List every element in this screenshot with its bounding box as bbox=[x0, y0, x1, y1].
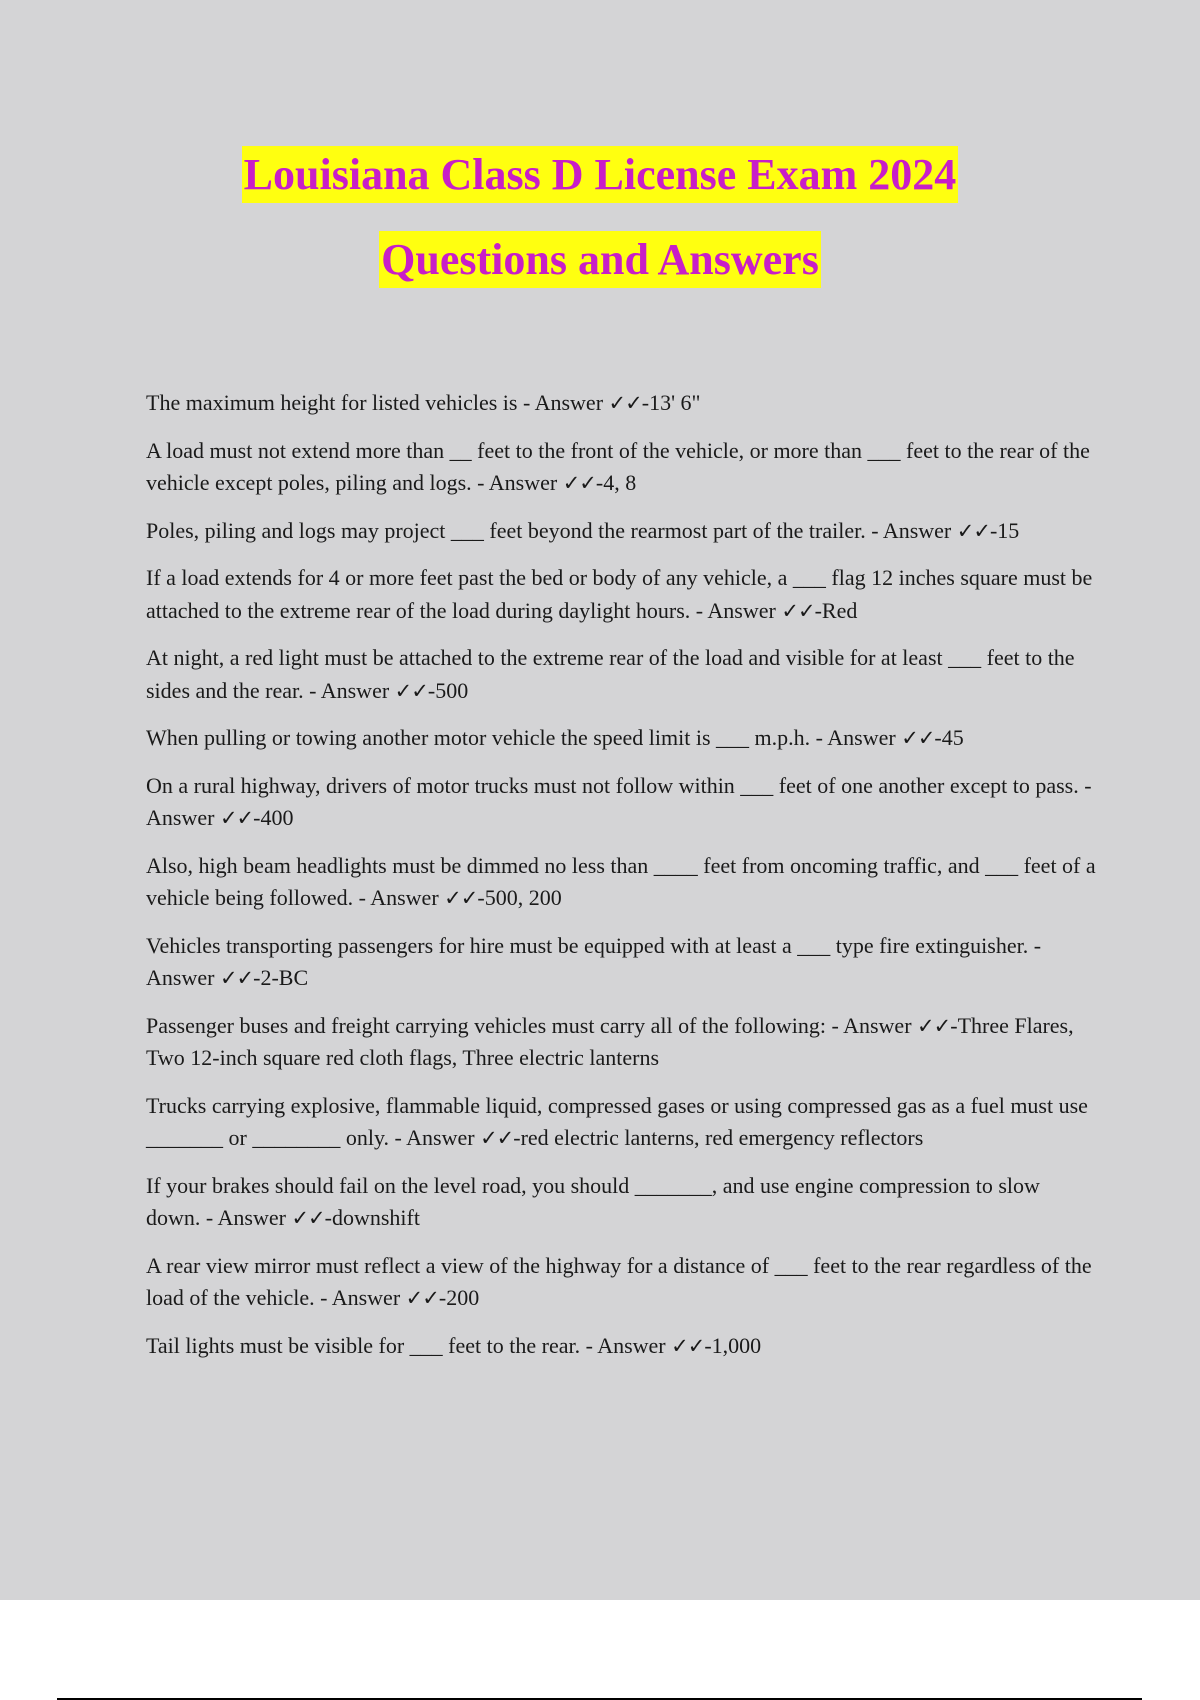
question-text: When pulling or towing another motor vehicle the speed limit is ___ m.p.h. - bbox=[146, 725, 828, 750]
double-check-icon: ✓✓ bbox=[394, 678, 428, 703]
question-text: On a rural highway, drivers of motor trucks must not follow within ___ feet of one another except to pass. - bbox=[146, 772, 1092, 798]
answer-label: Answer ✓✓- bbox=[597, 1332, 712, 1358]
question-text: A rear view mirror must reflect a view of the highway for a distance of ___ feet to the rear regardless of the load of the vehicle. - bbox=[146, 1252, 1092, 1310]
answer-text: 500, 200 bbox=[484, 885, 562, 910]
answer-label: Answer ✓✓- bbox=[146, 805, 261, 830]
answer-text: downshift bbox=[331, 1205, 420, 1230]
qa-item bbox=[146, 435, 1096, 500]
double-check-icon: ✓✓ bbox=[219, 806, 254, 830]
qa-item bbox=[146, 642, 1096, 707]
question-text: Poles, piling and logs may project ___ feet beyond the rearmost part of the trailer. - bbox=[146, 517, 883, 543]
qa-item bbox=[146, 1250, 1096, 1315]
answer-text: 500 bbox=[435, 677, 469, 703]
double-check-icon: ✓✓ bbox=[608, 391, 642, 415]
answer-text: red electric lanterns, red emergency reflectors bbox=[520, 1125, 924, 1150]
double-check-icon: ✓✓ bbox=[917, 1013, 951, 1038]
double-check-icon: ✓✓ bbox=[671, 1333, 705, 1358]
answer-label: Answer ✓✓- bbox=[320, 677, 436, 703]
double-check-icon: ✓✓ bbox=[219, 966, 254, 990]
answer-label: Answer ✓✓- bbox=[217, 1205, 332, 1230]
answer-label: Answer ✓✓- bbox=[406, 1125, 521, 1150]
question-text: If your brakes should fail on the level road, you should _______, and use engine compression to slow down. - bbox=[146, 1172, 1040, 1230]
double-check-icon: ✓✓ bbox=[405, 1286, 439, 1310]
answer-label: Answer ✓✓- bbox=[488, 470, 604, 495]
title-block bbox=[0, 146, 1200, 288]
double-check-icon: ✓✓ bbox=[291, 1206, 325, 1230]
qa-item bbox=[146, 850, 1096, 915]
question-answer-list bbox=[146, 387, 1096, 1377]
answer-text: 13' 6" bbox=[649, 390, 701, 415]
answer-label: Answer ✓✓- bbox=[827, 725, 942, 750]
qa-item bbox=[146, 722, 1096, 755]
answer-label: Answer ✓✓- bbox=[146, 965, 261, 990]
answer-text: 45 bbox=[941, 725, 964, 750]
answer-text: 1,000 bbox=[711, 1332, 762, 1358]
qa-item bbox=[146, 1010, 1096, 1075]
qa-item bbox=[146, 562, 1096, 627]
qa-item bbox=[146, 1090, 1096, 1155]
answer-text: 400 bbox=[260, 805, 294, 830]
double-check-icon: ✓✓ bbox=[480, 1126, 514, 1150]
answer-label: Answer ✓✓- bbox=[843, 1012, 958, 1038]
answer-text: 4, 8 bbox=[603, 470, 637, 495]
qa-item bbox=[146, 515, 1096, 548]
double-check-icon: ✓✓ bbox=[901, 726, 935, 750]
answer-text: Red bbox=[821, 597, 858, 623]
double-check-icon: ✓✓ bbox=[956, 518, 990, 543]
qa-item bbox=[146, 930, 1096, 995]
double-check-icon: ✓✓ bbox=[562, 471, 596, 495]
answer-label: Answer ✓✓- bbox=[707, 597, 822, 623]
answer-text: 2-BC bbox=[260, 965, 309, 990]
answer-label: Answer ✓✓- bbox=[370, 885, 485, 910]
answer-text: Three Flares, Two 12-inch square red cloth flags, Three electric lanterns bbox=[146, 1012, 1074, 1070]
document-title-line-2: Questions and Answers bbox=[379, 231, 821, 288]
qa-item bbox=[146, 770, 1096, 835]
question-text: Passenger buses and freight carrying vehicles must carry all of the following: - bbox=[146, 1012, 844, 1038]
question-text: Also, high beam headlights must be dimmed no less than ____ feet from oncoming traffic, and ___ feet of a vehicle being followed. - bbox=[146, 852, 1096, 910]
question-text: The maximum height for listed vehicles is - bbox=[146, 390, 535, 415]
answer-text: 15 bbox=[997, 517, 1020, 543]
answer-label: Answer ✓✓- bbox=[882, 517, 998, 543]
question-text: Tail lights must be visible for ___ feet to the rear. - bbox=[146, 1332, 598, 1358]
question-text: If a load extends for 4 or more feet past the bed or body of any vehicle, a ___ flag 12 inches square must be attached to the extreme rear of the load during daylight hours. - bbox=[146, 565, 1093, 623]
qa-item bbox=[146, 387, 1096, 420]
double-check-icon: ✓✓ bbox=[781, 598, 815, 623]
question-text: Trucks carrying explosive, flammable liquid, compressed gases or using compressed gas as a fuel must use _______ or ________ only. - bbox=[146, 1092, 1088, 1150]
question-text: A load must not extend more than __ feet to the front of the vehicle, or more than ___ feet to the rear of the vehicle except poles, piling and logs. - bbox=[146, 437, 1090, 495]
document-title-line-1: Louisiana Class D License Exam 2024 bbox=[242, 146, 959, 203]
question-text: Vehicles transporting passengers for hire must be equipped with at least a ___ type fire extinguisher. - bbox=[146, 932, 1042, 958]
double-check-icon: ✓✓ bbox=[444, 886, 478, 910]
answer-label: Answer ✓✓- bbox=[331, 1285, 447, 1310]
answer-text: 200 bbox=[446, 1285, 480, 1310]
question-text: At night, a red light must be attached to the extreme rear of the load and visible for at least ___ feet to the sides and the rear. - bbox=[146, 645, 1075, 703]
qa-item bbox=[146, 1330, 1096, 1363]
answer-label: Answer ✓✓- bbox=[534, 390, 650, 415]
qa-item bbox=[146, 1170, 1096, 1235]
